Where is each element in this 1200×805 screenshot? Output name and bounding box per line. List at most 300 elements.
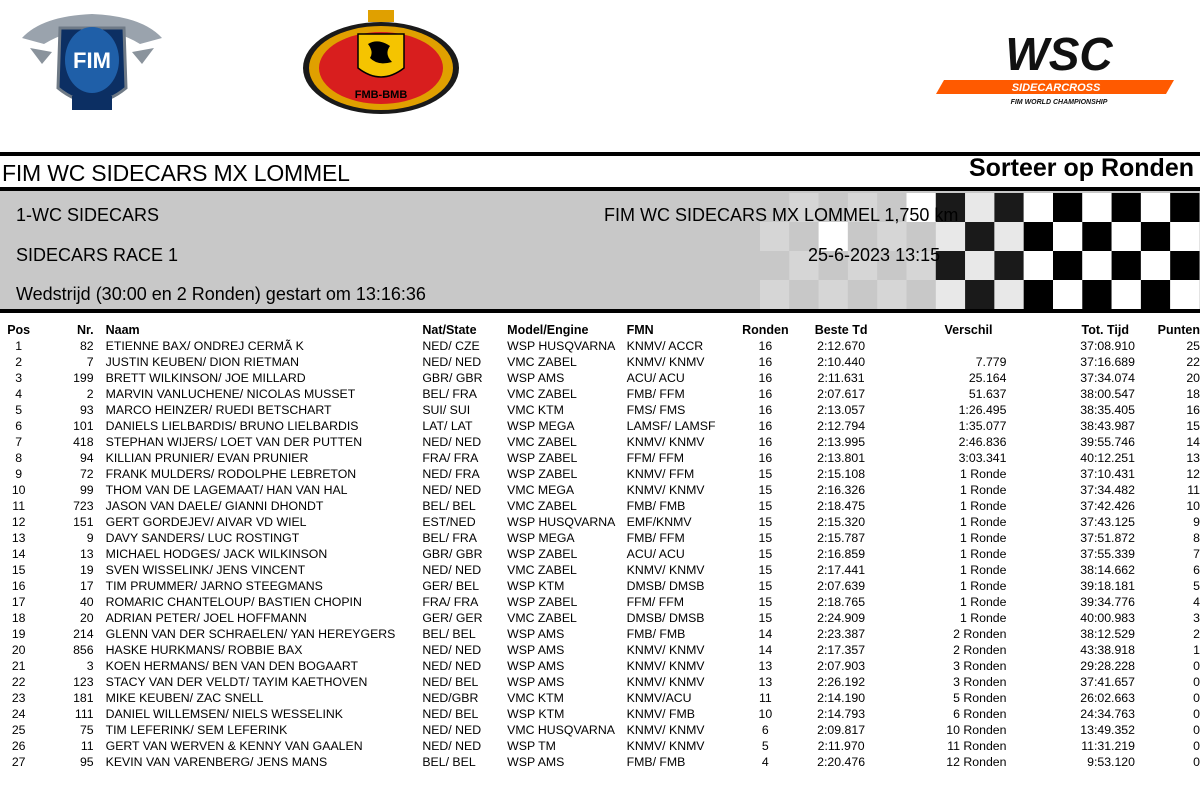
cell-beste-td: 2:26.192 [817,675,866,689]
cell-model: VMC KTM [507,403,564,417]
cell-pos: 10 [11,483,26,497]
checker-cell [994,280,1023,309]
cell-punten: 5 [1193,579,1200,593]
cell-ronden: 14 [758,643,773,657]
cell-model: VMC ZABEL [507,611,577,625]
col-model: Model/Engine [507,323,589,337]
cell-beste-td: 2:16.326 [817,483,866,497]
cell-model: WSP AMS [507,371,565,385]
cell-pos: 3 [15,371,23,385]
cell-beste-td: 2:11.631 [817,371,865,385]
cell-naam: ROMARIC CHANTELOUP/ BASTIEN CHOPIN [105,595,362,609]
cell-ronden: 15 [758,547,773,561]
checker-cell [877,280,906,309]
cell-naam: DAVY SANDERS/ LUC ROSTINGT [105,531,300,545]
cell-fmn: FMB/ FMB [626,499,686,513]
cell-model: WSP KTM [507,707,565,721]
table-row [0,546,1200,562]
cell-tot-tijd: 37:42.426 [1080,499,1135,513]
cell-beste-td: 2:18.475 [817,499,866,513]
table-row [0,354,1200,370]
cell-pos: 19 [11,627,26,641]
cell-nr: 3 [86,659,94,673]
cell-nat: BEL/ BEL [422,755,476,769]
checker-cell [760,280,789,309]
cell-beste-td: 2:15.787 [817,531,866,545]
cell-fmn: KNMV/ KNMV [626,563,705,577]
cell-ronden: 16 [758,355,773,369]
cell-pos: 17 [11,595,26,609]
checker-cell [1141,251,1170,280]
cell-punten: 0 [1193,675,1200,689]
cell-pos: 18 [11,611,26,625]
cell-ronden: 15 [758,579,773,593]
cell-nat: GBR/ GBR [422,371,483,385]
table-row [0,594,1200,610]
cell-tot-tijd: 39:18.181 [1080,579,1135,593]
checker-cell [1141,222,1170,251]
cell-punten: 0 [1193,707,1200,721]
table-row [0,626,1200,642]
checker-cell [1082,280,1111,309]
cell-punten: 3 [1193,611,1200,625]
wsc-logo-text: WSC [1005,28,1113,80]
cell-naam: KILLIAN PRUNIER/ EVAN PRUNIER [105,451,309,465]
cell-ronden: 15 [758,499,773,513]
cell-tot-tijd: 40:12.251 [1080,451,1135,465]
cell-ronden: 16 [758,451,773,465]
cell-ronden: 11 [758,691,772,705]
cell-ronden: 5 [761,739,769,753]
cell-naam: SVEN WISSELINK/ JENS VINCENT [105,563,306,577]
cell-verschil: 1:26.495 [958,403,1007,417]
cell-ronden: 13 [758,659,773,673]
cell-fmn: DMSB/ DMSB [626,611,705,625]
cell-pos: 9 [15,467,23,481]
cell-pos: 1 [15,339,23,353]
checker-cell [1112,193,1141,222]
cell-nr: 75 [79,723,94,737]
cell-ronden: 16 [758,435,773,449]
checker-cell [936,251,965,280]
cell-pos: 26 [11,739,26,753]
cell-fmn: KNMV/ KNMV [626,355,705,369]
cell-pos: 5 [15,403,23,417]
cell-beste-td: 2:11.970 [817,739,865,753]
col-nat: Nat/State [422,323,477,337]
cell-nr: 214 [73,627,94,641]
col-verschil: Verschil [944,323,993,337]
cell-tot-tijd: 38:35.405 [1080,403,1135,417]
cell-fmn: FMB/ FMB [626,627,686,641]
cell-punten: 4 [1193,595,1200,609]
cell-naam: DANIELS LIELBARDIS/ BRUNO LIELBARDIS [105,419,359,433]
cell-tot-tijd: 29:28.228 [1080,659,1135,673]
cell-verschil: 25.164 [968,371,1007,385]
cell-fmn: EMF/KNMV [626,515,692,529]
cell-beste-td: 2:15.108 [817,467,866,481]
cell-punten: 0 [1193,739,1200,753]
wsc-logo-sub2: FIM WORLD CHAMPIONSHIP [1010,99,1108,106]
cell-tot-tijd: 38:43.987 [1080,419,1135,433]
cell-tot-tijd: 26:02.663 [1080,691,1135,705]
cell-beste-td: 2:14.190 [817,691,866,705]
cell-pos: 22 [11,675,26,689]
cell-naam: MARVIN VANLUCHENE/ NICOLAS MUSSET [105,387,356,401]
cell-pos: 27 [11,755,26,769]
cell-tot-tijd: 11:31.219 [1081,739,1135,753]
cell-ronden: 15 [758,611,773,625]
cell-ronden: 6 [761,723,769,737]
cell-fmn: KNMV/ KNMV [626,675,705,689]
cell-verschil: 1 Ronde [959,499,1007,513]
cell-punten: 10 [1186,499,1200,513]
cell-ronden: 15 [758,595,773,609]
cell-verschil: 12 Ronden [946,755,1007,769]
cell-naam: HASKE HURKMANS/ ROBBIE BAX [105,643,303,657]
start-info: Wedstrijd (30:00 en 2 Ronden) gestart om 13:16:36 [16,284,426,304]
cell-naam: MICHAEL HODGES/ JACK WILKINSON [105,547,328,561]
cell-nr: 11 [80,739,94,753]
cell-pos: 4 [15,387,23,401]
cell-verschil: 3 Ronden [953,675,1007,689]
cell-model: WSP AMS [507,643,565,657]
cell-pos: 12 [11,515,26,529]
cell-verschil: 2 Ronden [953,643,1007,657]
cell-fmn: FMB/ FMB [626,755,686,769]
cell-pos: 23 [11,691,26,705]
wsc-logo-sub1: SIDECARCROSS [1011,82,1101,94]
event-title: FIM WC SIDECARS MX LOMMEL [2,160,350,186]
checker-cell [965,251,994,280]
table-row [0,578,1200,594]
cell-nr: 99 [79,483,94,497]
cell-nat: GER/ GER [422,611,483,625]
cell-nat: NED/ NED [422,435,482,449]
table-row [0,690,1200,706]
cell-nr: 418 [73,435,94,449]
cell-fmn: DMSB/ DMSB [626,579,705,593]
cell-punten: 25 [1186,339,1200,353]
cell-punten: 14 [1186,435,1200,449]
cell-verschil: 5 Ronden [953,691,1007,705]
race-name: SIDECARS RACE 1 [16,245,179,265]
cell-model: VMC HUSQVARNA [507,723,615,737]
cell-model: VMC MEGA [507,483,575,497]
cell-nr: 20 [79,611,94,625]
col-tot-tijd: Tot. Tijd [1081,323,1129,337]
col-nr: Nr. [76,323,94,337]
table-row [0,754,1200,770]
cell-naam: JASON VAN DAELE/ GIANNI DHONDT [105,499,324,513]
cell-punten: 9 [1193,515,1200,529]
cell-verschil: 1:35.077 [958,419,1007,433]
cell-tot-tijd: 37:43.125 [1080,515,1135,529]
wsc-logo [934,28,1184,108]
results-table [0,322,1200,770]
cell-naam: ETIENNE BAX/ ONDREJ CERMÃ K [105,339,304,353]
cell-verschil: 1 Ronde [959,611,1007,625]
cell-ronden: 13 [758,675,773,689]
sort-label: Sorteer op Ronden [968,154,1194,182]
cell-nr: 181 [73,691,94,705]
cell-punten: 22 [1186,355,1200,369]
checker-cell [760,251,789,280]
cell-punten: 0 [1193,659,1200,673]
table-row [0,418,1200,434]
cell-verschil: 3 Ronden [953,659,1007,673]
cell-ronden: 15 [758,531,773,545]
cell-verschil: 1 Ronde [959,579,1007,593]
cell-beste-td: 2:10.440 [817,355,866,369]
table-row [0,450,1200,466]
cell-tot-tijd: 24:34.763 [1080,707,1135,721]
cell-fmn: FMB/ FFM [626,531,685,545]
race-datetime: 25-6-2023 13:15 [808,245,941,265]
table-row [0,466,1200,482]
cell-tot-tijd: 37:10.431 [1080,467,1135,481]
cell-verschil: 1 Ronde [959,483,1007,497]
cell-nat: NED/ NED [422,483,482,497]
cell-model: VMC ZABEL [507,499,577,513]
cell-tot-tijd: 37:51.872 [1080,531,1135,545]
table-row [0,706,1200,722]
cell-beste-td: 2:12.794 [817,419,866,433]
cell-fmn: KNMV/ACU [626,691,692,705]
cell-nat: NED/ BEL [422,707,479,721]
cell-naam: KOEN HERMANS/ BEN VAN DEN BOGAART [105,659,358,673]
checker-cell [994,193,1023,222]
checker-cell [1112,280,1141,309]
cell-nat: NED/ FRA [422,467,480,481]
cell-beste-td: 2:09.817 [817,723,866,737]
cell-nat: GBR/ GBR [422,547,483,561]
table-row [0,434,1200,450]
cell-punten: 18 [1186,387,1200,401]
cell-nr: 94 [79,451,94,465]
cell-beste-td: 2:13.057 [817,403,866,417]
cell-beste-td: 2:07.903 [817,659,866,673]
cell-punten: 2 [1193,627,1200,641]
cell-nr: 111 [74,707,94,721]
cell-verschil: 1 Ronde [959,563,1007,577]
cell-nat: NED/GBR [422,691,479,705]
event-distance: FIM WC SIDECARS MX LOMMEL 1,750 km [604,205,959,225]
cell-ronden: 15 [758,467,773,481]
cell-tot-tijd: 13:49.352 [1080,723,1135,737]
table-row [0,658,1200,674]
cell-nat: BEL/ BEL [422,627,476,641]
cell-verschil: 1 Ronde [959,531,1007,545]
cell-naam: KEVIN VAN VARENBERG/ JENS MANS [105,755,328,769]
cell-model: WSP MEGA [507,531,575,545]
checker-cell [965,222,994,251]
cell-model: WSP ZABEL [507,595,578,609]
cell-punten: 15 [1186,419,1200,433]
cell-tot-tijd: 37:16.689 [1080,355,1135,369]
table-row [0,562,1200,578]
fmb-logo-text: FMB-BMB [354,89,408,101]
cell-model: VMC ZABEL [507,355,577,369]
cell-nat: NED/ CZE [422,339,480,353]
checker-cell [1082,222,1111,251]
cell-punten: 8 [1193,531,1200,545]
cell-tot-tijd: 37:41.657 [1080,675,1135,689]
checker-cell [1024,280,1053,309]
checker-cell [965,193,994,222]
cell-pos: 21 [11,659,26,673]
cell-model: WSP TM [507,739,556,753]
cell-tot-tijd: 40:00.983 [1080,611,1135,625]
table-header-row [0,322,1200,338]
cell-fmn: KNMV/ FMB [626,707,695,721]
cell-nat: NED/ NED [422,739,482,753]
cell-beste-td: 2:12.670 [817,339,866,353]
cell-beste-td: 2:17.357 [817,643,866,657]
cell-beste-td: 2:18.765 [817,595,866,609]
cell-verschil: 2:46.836 [958,435,1007,449]
cell-naam: GLENN VAN DER SCHRAELEN/ YAN HEREYGERS [105,627,396,641]
cell-verschil: 6 Ronden [953,707,1007,721]
cell-ronden: 15 [758,483,773,497]
cell-beste-td: 2:13.801 [817,451,866,465]
checker-cell [1053,251,1082,280]
cell-naam: FRANK MULDERS/ RODOLPHE LEBRETON [105,467,357,481]
cell-beste-td: 2:13.995 [817,435,866,449]
cell-verschil: 7.779 [975,355,1007,369]
header-rule-bottom [0,309,1200,313]
cell-model: WSP ZABEL [507,467,578,481]
cell-verschil: 10 Ronden [946,723,1007,737]
cell-verschil: 1 Ronde [959,467,1007,481]
cell-fmn: ACU/ ACU [626,547,685,561]
cell-beste-td: 2:15.320 [817,515,866,529]
cell-nr: 151 [73,515,94,529]
cell-tot-tijd: 38:12.529 [1080,627,1135,641]
cell-beste-td: 2:07.639 [817,579,866,593]
cell-verschil: 11 Ronden [947,739,1007,753]
cell-fmn: FMB/ FFM [626,387,685,401]
cell-nr: 123 [73,675,94,689]
cell-tot-tijd: 37:34.074 [1080,371,1135,385]
cell-pos: 6 [15,419,23,433]
cell-model: WSP ZABEL [507,451,578,465]
cell-ronden: 16 [758,339,773,353]
cell-verschil: 51.637 [968,387,1007,401]
cell-nr: 7 [86,355,94,369]
col-naam: Naam [105,323,140,337]
cell-beste-td: 2:14.793 [817,707,866,721]
cell-ronden: 15 [758,515,773,529]
cell-nat: FRA/ FRA [422,451,479,465]
checker-cell [1024,193,1053,222]
cell-naam: STACY VAN DER VELDT/ TAYIM KAETHOVEN [105,675,368,689]
cell-beste-td: 2:07.617 [817,387,866,401]
cell-naam: GERT GORDEJEV/ AIVAR VD WIEL [105,515,307,529]
cell-nr: 40 [79,595,94,609]
cell-punten: 7 [1193,547,1200,561]
cell-tot-tijd: 37:55.339 [1080,547,1135,561]
cell-model: WSP ZABEL [507,547,578,561]
cell-beste-td: 2:17.441 [817,563,866,577]
table-row [0,738,1200,754]
table-row [0,370,1200,386]
table-row [0,338,1200,354]
cell-verschil [885,338,1006,354]
cell-fmn: KNMV/ KNMV [626,483,705,497]
cell-tot-tijd: 38:00.547 [1080,387,1135,401]
cell-pos: 25 [11,723,26,737]
cell-model: VMC ZABEL [507,387,577,401]
cell-fmn: KNMV/ ACCR [626,339,704,353]
cell-fmn: KNMV/ KNMV [626,723,705,737]
cell-punten: 0 [1193,723,1200,737]
checker-cell [1024,251,1053,280]
table-row [0,610,1200,626]
table-row [0,402,1200,418]
cell-fmn: KNMV/ KNMV [626,435,705,449]
table-row [0,482,1200,498]
checker-cell [1053,222,1082,251]
cell-punten: 1 [1193,643,1200,657]
cell-beste-td: 2:20.476 [817,755,866,769]
checker-cell [907,280,936,309]
checker-cell [936,280,965,309]
cell-model: WSP HUSQVARNA [507,339,616,353]
checker-cell [1053,280,1082,309]
checker-cell [1024,222,1053,251]
cell-naam: GERT VAN WERVEN & KENNY VAN GAALEN [105,739,363,753]
cell-model: VMC KTM [507,691,564,705]
cell-nr: 101 [73,419,94,433]
cell-fmn: KNMV/ FFM [626,467,695,481]
table-row [0,514,1200,530]
cell-pos: 14 [11,547,26,561]
cell-tot-tijd: 43:38.918 [1080,643,1135,657]
cell-punten: 6 [1193,563,1200,577]
cell-fmn: FMS/ FMS [626,403,686,417]
cell-pos: 16 [11,579,26,593]
cell-nat: NED/ NED [422,355,482,369]
cell-verschil: 1 Ronde [959,547,1007,561]
cell-ronden: 15 [758,563,773,577]
cell-nr: 199 [73,371,94,385]
cell-pos: 2 [15,355,23,369]
col-ronden: Ronden [742,323,789,337]
cell-nr: 95 [79,755,94,769]
cell-nr: 9 [86,531,94,545]
cell-nat: BEL/ FRA [422,531,478,545]
cell-naam: DANIEL WILLEMSEN/ NIELS WESSELINK [105,707,343,721]
cell-pos: 11 [12,499,26,513]
checker-cell [1053,193,1082,222]
cell-tot-tijd: 9:53.120 [1087,755,1135,769]
cell-naam: MARCO HEINZER/ RUEDI BETSCHART [105,403,332,417]
cell-model: WSP AMS [507,627,565,641]
cell-naam: MIKE KEUBEN/ ZAC SNELL [105,691,264,705]
cell-nr: 72 [79,467,94,481]
cell-verschil: 2 Ronden [953,627,1007,641]
cell-nat: BEL/ BEL [422,499,476,513]
cell-ronden: 16 [758,419,773,433]
cell-verschil: 1 Ronde [959,595,1007,609]
cell-nat: BEL/ FRA [422,387,478,401]
cell-nat: NED/ NED [422,723,482,737]
checker-cell [1170,193,1199,222]
cell-ronden: 14 [758,627,773,641]
table-row [0,386,1200,402]
cell-fmn: ACU/ ACU [626,371,685,385]
